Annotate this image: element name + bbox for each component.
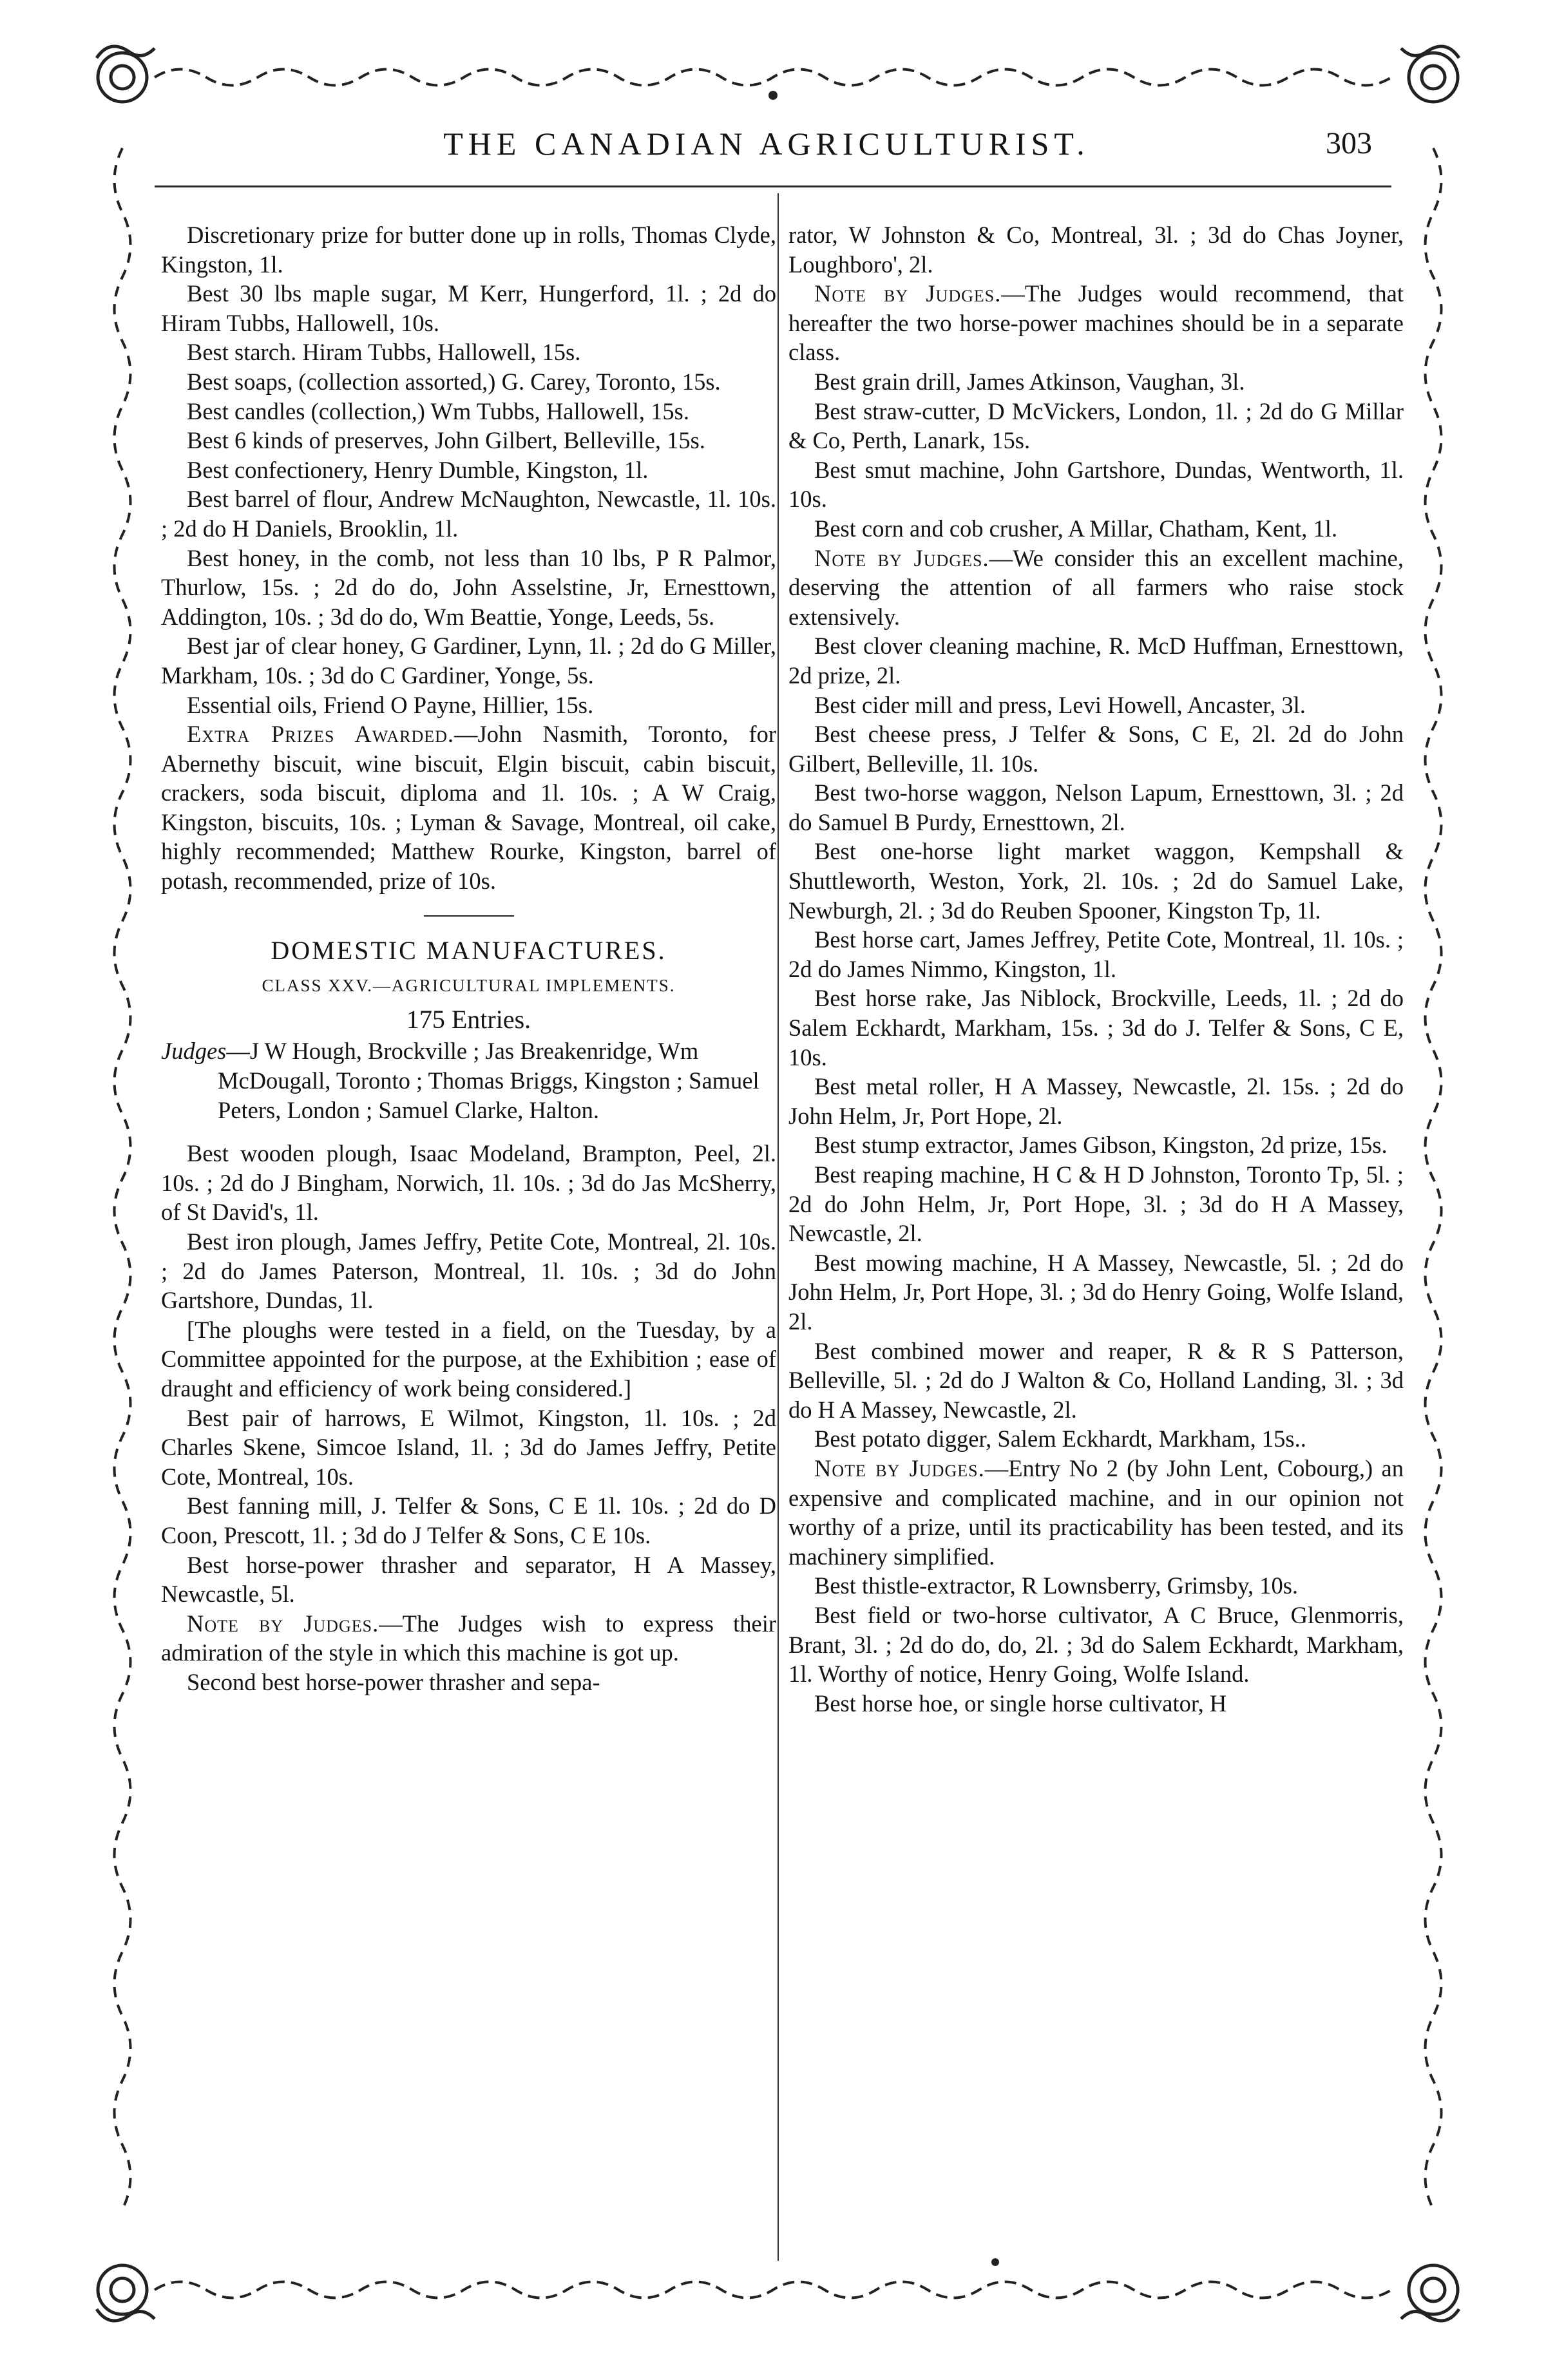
judges-paragraph <box>161 1036 776 1125</box>
prize-entry: Best field or two-horse cultivator, A C Bruce, Glenmorris, Brant, 3l. ; 2d do do, do, 2l. ; 3d do Salem Eckhardt, Markham, 1l. Worthy of notice, Henry Going, Wolfe Island. <box>788 1601 1404 1688</box>
extra-prizes-label: Extra Prizes Awarded. <box>187 721 455 748</box>
header-rule <box>155 186 1391 187</box>
prize-entry: Best potato digger, Salem Eckhardt, Markham, 15s.. <box>814 1425 1306 1452</box>
prize-entry: Best two-horse waggon, Nelson Lapum, Ernesttown, 3l. ; 2d do Samuel B Purdy, Ernesttown, 2l. <box>788 779 1404 835</box>
prize-entry: Best straw-cutter, D McVickers, London, 1l. ; 2d do G Millar & Co, Perth, Lanark, 15s. <box>788 397 1404 454</box>
page-number: 303 <box>1326 126 1372 160</box>
column-divider <box>778 193 779 2261</box>
prize-entry: Best combined mower and reaper, R & R S Patterson, Belleville, 5l. ; 2d do J Walton & Co, Holland Landing, 3l. ; 3d do H A Massey, Newcastle, 2l. <box>788 1337 1404 1423</box>
prize-entry: Best clover cleaning machine, R. McD Huffman, Ernesttown, 2d prize, 2l. <box>788 633 1404 689</box>
prize-entry: Best fanning mill, J. Telfer & Sons, C E 1l. 10s. ; 2d do D Coon, Prescott, 1l. ; 3d do J Telfer & Sons, C E 10s. <box>161 1492 776 1548</box>
prize-entry: Second best horse-power thrasher and sepa- <box>187 1668 600 1695</box>
prize-entry: Best horse rake, Jas Niblock, Brockville, Leeds, 1l. ; 2d do Salem Eckhardt, Markham, 15s. ; 3d do J. Telfer & Sons, C E, 10s. <box>788 985 1404 1071</box>
note-text: —Entry No 2 (by John Lent, Cobourg,) an expensive and complicated machine, and in our opinion not worthy of a prize, until its practicability has been tested, and its machinery simplified. <box>788 1454 1404 1570</box>
prize-entry: Best horse cart, James Jeffrey, Petite Cote, Montreal, 1l. 10s. ; 2d do James Nimmo, Kingston, 1l. <box>788 926 1404 982</box>
prize-entry: Best cider mill and press, Levi Howell, Ancaster, 3l. <box>814 691 1306 718</box>
prize-entry: Essential oils, Friend O Payne, Hillier, 15s. <box>187 691 594 718</box>
class-heading: CLASS XXV.—AGRICULTURAL IMPLEMENTS. <box>262 976 676 996</box>
note-text: —The Judges would recommend, that hereafter the two horse-power machines should be in a separate class. <box>788 280 1404 366</box>
note-label: Note by Judges. <box>814 280 1002 307</box>
note-label: Note by Judges. <box>187 1610 379 1637</box>
prize-entry: Best jar of clear honey, G Gardiner, Lynn, 1l. ; 2d do G Miller, Markham, 10s. ; 3d do C Gardiner, Yonge, 5s. <box>161 633 776 689</box>
note-label: Note by Judges. <box>814 544 989 571</box>
prize-entry: Best stump extractor, James Gibson, Kingston, 2d prize, 15s. <box>814 1132 1388 1159</box>
extra-prizes-paragraph <box>161 719 776 896</box>
prize-entry: Best barrel of flour, Andrew McNaughton, Newcastle, 1l. 10s. ; 2d do H Daniels, Brooklin, 1l. <box>161 486 776 542</box>
prize-entry: rator, W Johnston & Co, Montreal, 3l. ; 3d do Chas Joyner, Loughboro', 2l. <box>788 222 1404 278</box>
prize-entry: Best one-horse light market waggon, Kempshall & Shuttleworth, Weston, York, 2l. 10s. ; 2d do Samuel Lake, Newburgh, 2l. ; 3d do Reuben Spooner, Kingston Tp, 1l. <box>788 838 1404 924</box>
prize-entry: Best confectionery, Henry Dumble, Kingston, 1l. <box>187 456 649 483</box>
prize-entry: Best 6 kinds of preserves, John Gilbert, Belleville, 15s. <box>187 427 705 454</box>
prize-entry: Best corn and cob crusher, A Millar, Chatham, Kent, 1l. <box>814 515 1338 542</box>
prize-entry: Best horse hoe, or single horse cultivator, H <box>814 1690 1227 1717</box>
judges-note <box>788 1454 1404 1571</box>
prize-entry: Best metal roller, H A Massey, Newcastle, 2l. 15s. ; 2d do John Helm, Jr, Port Hope, 2l. <box>788 1073 1404 1129</box>
prize-entry: Best reaping machine, H C & H D Johnston, Toronto Tp, 5l. ; 2d do John Helm, Jr, Port Hope, 3l. ; 3d do H A Massey, Newcastle, 2l. <box>788 1161 1404 1247</box>
prize-entry: Best 30 lbs maple sugar, M Kerr, Hungerford, 1l. ; 2d do Hiram Tubbs, Hallowell, 10s. <box>161 280 776 336</box>
running-header <box>161 121 1372 173</box>
judges-note <box>161 1609 776 1668</box>
prize-entry: Best pair of harrows, E Wilmot, Kingston, 1l. 10s. ; 2d Charles Skene, Simcoe Island, 1l. ; 3d do James Jeffry, Petite Cote, Montreal, 10s. <box>161 1404 776 1490</box>
prize-entry: Best grain drill, James Atkinson, Vaughan, 3l. <box>814 368 1245 395</box>
section-rule <box>424 915 514 917</box>
prize-entry: Best thistle-extractor, R Lownsberry, Grimsby, 10s. <box>814 1572 1299 1599</box>
prize-entry: Best honey, in the comb, not less than 10 lbs, P R Palmor, Thurlow, 15s. ; 2d do do, John Asselstine, Jr, Ernesttown, Addington, 10s. ; 3d do do, Wm Beattie, Yonge, Leeds, 5s. <box>161 544 776 630</box>
judges-note <box>788 279 1404 367</box>
note-text: —The Judges wish to express their admiration of the style in which this machine is got up. <box>161 1610 776 1666</box>
prize-entry: Best horse-power thrasher and separator, H A Massey, Newcastle, 5l. <box>161 1551 776 1608</box>
judges-label: Judges <box>161 1038 227 1065</box>
judges-note <box>788 544 1404 632</box>
section-heading: DOMESTIC MANUFACTURES. <box>271 935 667 965</box>
prize-entry: Best mowing machine, H A Massey, Newcastle, 5l. ; 2d do John Helm, Jr, Port Hope, 3l. ; 3d do Henry Going, Wolfe Island, 2l. <box>788 1249 1404 1335</box>
prize-entry: Best starch. Hiram Tubbs, Hallowell, 15s. <box>187 339 581 366</box>
prize-entry: Discretionary prize for butter done up in rolls, Thomas Clyde, Kingston, 1l. <box>161 222 776 278</box>
judges-text: —J W Hough, Brockville ; Jas Breakenridge, Wm McDougall, Toronto ; Thomas Briggs, Kingston ; Samuel Peters, London ; Samuel Clarke, Halton. <box>218 1038 759 1123</box>
running-title: THE CANADIAN AGRICULTURIST. <box>443 126 1090 162</box>
prize-entry: Best smut machine, John Gartshore, Dundas, Wentworth, 1l. 10s. <box>788 456 1404 513</box>
prize-entry: Best soaps, (collection assorted,) G. Carey, Toronto, 15s. <box>187 368 721 395</box>
entries-count: 175 Entries. <box>406 1004 531 1034</box>
prize-entry: Best candles (collection,) Wm Tubbs, Hallowell, 15s. <box>187 397 689 424</box>
prize-entry: Best iron plough, James Jeffry, Petite Cote, Montreal, 2l. 10s. ; 2d do James Paterson, Montreal, 1l. 10s. ; 3d do John Gartshore, Dundas, 1l. <box>161 1228 776 1314</box>
left-column <box>161 220 776 1697</box>
right-column <box>788 220 1404 1718</box>
note-label: Note by Judges. <box>814 1454 985 1481</box>
note-text: —We consider this an excellent machine, deserving the attention of all farmers who raise stock extensively. <box>788 544 1404 630</box>
extra-prizes-text: —John Nasmith, Toronto, for Abernethy biscuit, wine biscuit, Elgin biscuit, cabin biscuit, crackers, soda biscuit, diploma and 1l. 10s. ; A W Craig, Kingston, biscuits, 10s. ; Lyman & Savage, Montreal, oil cake, highly recommended; Matthew Rourke, Kingston, barrel of potash, recommended, prize of 10s. <box>161 721 776 895</box>
prize-entry: Best wooden plough, Isaac Modeland, Brampton, Peel, 2l. 10s. ; 2d do J Bingham, Norwich, 1l. 10s. ; 3d do Jas McSherry, of St David's, 1l. <box>161 1140 776 1226</box>
prize-entry: Best cheese press, J Telfer & Sons, C E, 2l. 2d do John Gilbert, Belleville, 1l. 10s. <box>788 721 1404 777</box>
bracketed-note: [The ploughs were tested in a field, on the Tuesday, by a Committee appointed for the purpose, at the Exhibition ; ease of draught and efficiency of work being considered.] <box>161 1316 776 1402</box>
